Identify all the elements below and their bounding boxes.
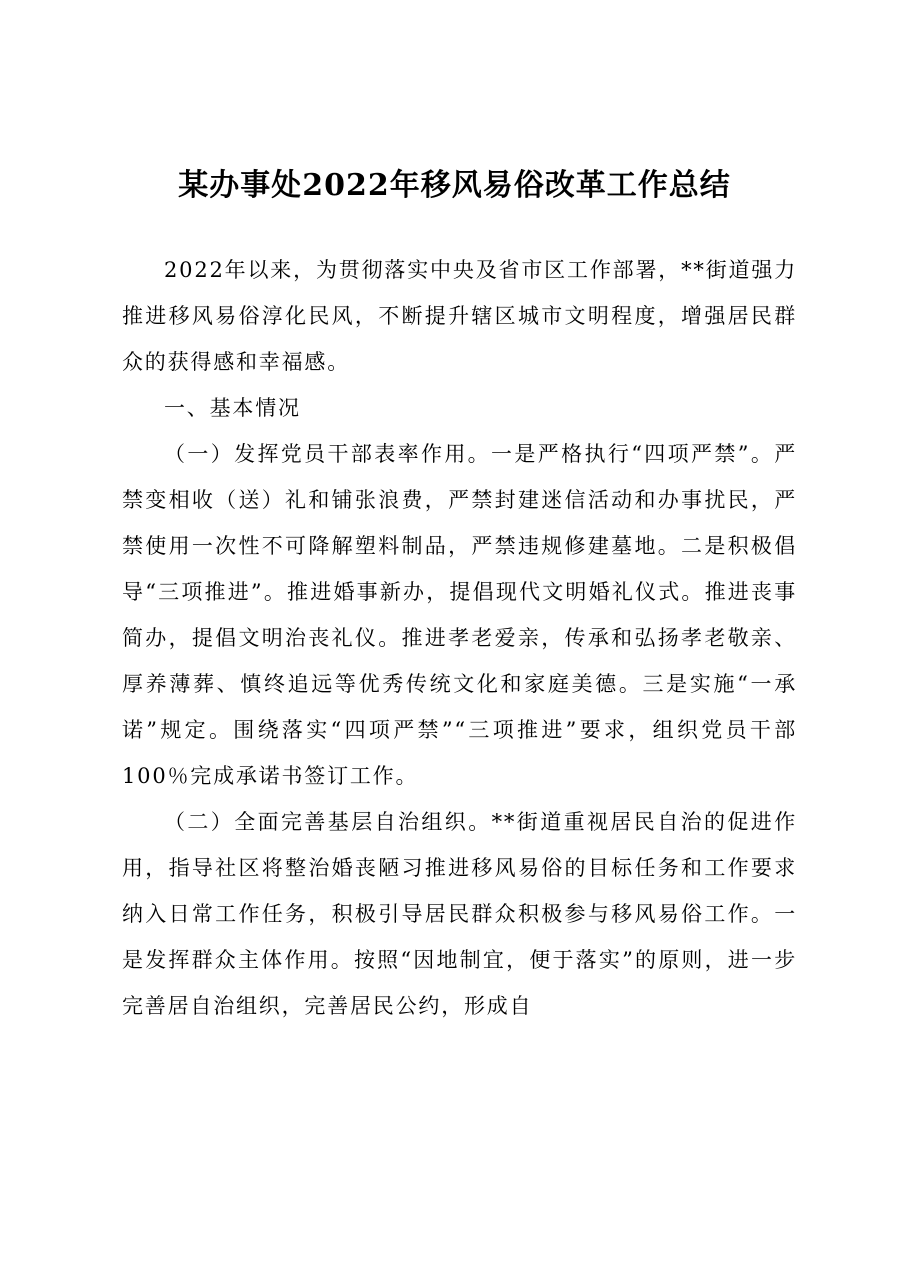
paragraph-intro: 2022年以来，为贯彻落实中央及省市区工作部署，**街道强力推进移风易俗淳化民风，不断提升辖区城市文明程度，增强居民群众的获得感和幸福感。 xyxy=(122,258,797,374)
document-title: 某办事处2022年移风易俗改革工作总结 xyxy=(178,168,731,203)
section-heading-basic-situation: 一、基本情况 xyxy=(164,396,301,420)
document-body xyxy=(122,247,797,1029)
paragraph-grassroots-autonomy: （二）全面完善基层自治组织。**街道重视居民自治的促进作用，指导社区将整治婚丧陋习推进移风易俗的目标任务和工作要求纳入日常工作任务，积极引导居民群众积极参与移风易俗工作。一是发挥群众主体作用。按照“因地制宜，便于落实”的原则，进一步完善居自治组织，完善居民公约，形成自 xyxy=(122,810,797,1018)
paragraph-party-members-role: （一）发挥党员干部表率作用。一是严格执行“四项严禁”。严禁变相收（送）礼和铺张浪费，严禁封建迷信活动和办事扰民，严禁使用一次性不可降解塑料制品，严禁违规修建墓地。二是积极倡导“三项推进”。推进婚事新办，提倡现代文明婚礼仪式。推进丧事简办，提倡文明治丧礼仪。推进孝老爱亲，传承和弘扬孝老敬亲、厚养薄葬、慎终追远等优秀传统文化和家庭美德。三是实施“一承诺”规定。围绕落实“四项严禁”“三项推进”要求，组织党员干部100％完成承诺书签订工作。 xyxy=(122,442,797,788)
